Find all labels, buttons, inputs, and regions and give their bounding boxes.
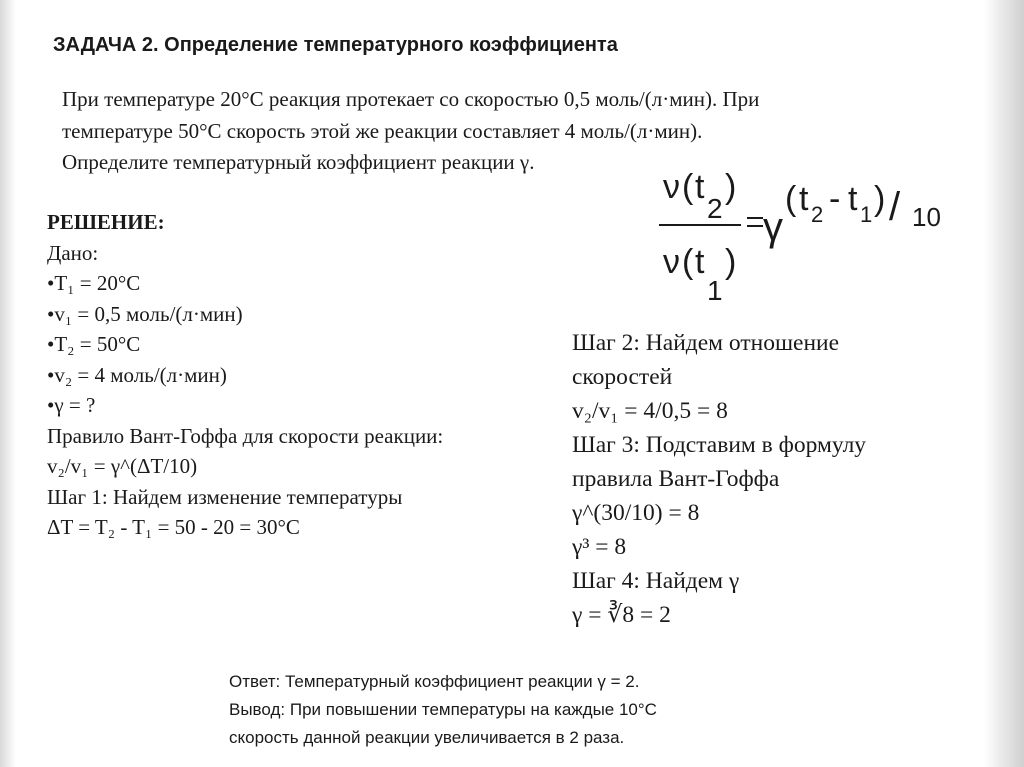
page-shadow-left — [0, 0, 16, 767]
problem-statement — [62, 84, 760, 179]
problem-line: Определите температурный коэффициент реакции γ. — [62, 150, 535, 174]
formula-lparen: ( — [682, 168, 694, 206]
problem-line: температуре 50°С скорость этой же реакции составляет 4 моль/(л·мин). — [62, 118, 703, 143]
formula-v-numerator: ν — [663, 168, 680, 206]
step-line: γ = ∛8 = 2 — [572, 602, 671, 628]
step-line: v₂/v₁ = 4/0,5 = 8 — [572, 398, 728, 424]
solution-line: •v₂ = 4 моль/(л·мин) — [47, 362, 227, 387]
conclusion-line: скорость данной реакции увеличивается в 2 раза. — [229, 728, 625, 747]
formula-t: t — [799, 180, 809, 218]
solution-block — [47, 207, 567, 543]
answer-line: Ответ: Температурный коэффициент реакции γ = 2. — [229, 672, 640, 691]
formula-sub-1: 1 — [860, 202, 873, 227]
solution-line: •T₂ = 50°C — [47, 332, 141, 356]
solution-line: Правило Вант-Гоффа для скорости реакции: — [47, 423, 444, 448]
solution-line: Дано: — [47, 240, 99, 265]
formula-minus: - — [829, 180, 841, 218]
formula-sub-2: 2 — [811, 202, 824, 227]
answer-block — [229, 668, 849, 752]
formula-rparen: ) — [874, 180, 886, 218]
steps-block — [572, 326, 992, 632]
formula-ten: 10 — [912, 202, 941, 232]
step-line: γ^(30/10) = 8 — [572, 500, 700, 526]
formula-sub-1: 1 — [707, 275, 723, 306]
formula-t: t — [695, 243, 705, 281]
formula-t: t — [848, 180, 858, 218]
formula-lparen: ( — [682, 243, 694, 281]
vant-hoff-formula — [655, 160, 955, 310]
step-line: скоростей — [572, 364, 673, 390]
formula-gamma: γ — [763, 205, 783, 249]
formula-slash: / — [889, 185, 901, 229]
task-title: ЗАДАЧА 2. Определение температурного коэффициента — [53, 34, 618, 56]
problem-line: При температуре 20°С реакция протекает со скоростью 0,5 моль/(л·мин). При — [62, 87, 760, 111]
step-line: Шаг 3: Подставим в формулу — [572, 432, 867, 458]
step-line: Шаг 2: Найдем отношение — [572, 330, 840, 356]
formula-v-denominator: ν — [663, 243, 680, 281]
formula-sub-2: 2 — [707, 193, 723, 224]
formula-t: t — [695, 168, 705, 206]
formula-lparen: ( — [785, 180, 797, 218]
solution-line: Шаг 1: Найдем изменение температуры — [47, 484, 403, 509]
step-line: Шаг 4: Найдем γ — [572, 568, 740, 594]
solution-line: v₂/v₁ = γ^(ΔT/10) — [47, 454, 198, 478]
solution-line: •v₁ = 0,5 моль/(л·мин) — [47, 301, 243, 326]
solution-line: ΔT = T₂ - T₁ = 50 - 20 = 30°C — [47, 515, 300, 539]
step-line: правила Вант-Гоффа — [572, 466, 780, 492]
conclusion-line: Вывод: При повышении температуры на каждые 10°С — [229, 700, 657, 719]
formula-rparen: ) — [725, 243, 737, 281]
step-line: γ³ = 8 — [572, 534, 627, 560]
solution-line: •γ = ? — [47, 393, 96, 417]
formula-rparen: ) — [725, 168, 737, 206]
solution-line: •T₁ = 20°C — [47, 271, 141, 295]
solution-heading: РЕШЕНИЕ: — [47, 210, 165, 234]
